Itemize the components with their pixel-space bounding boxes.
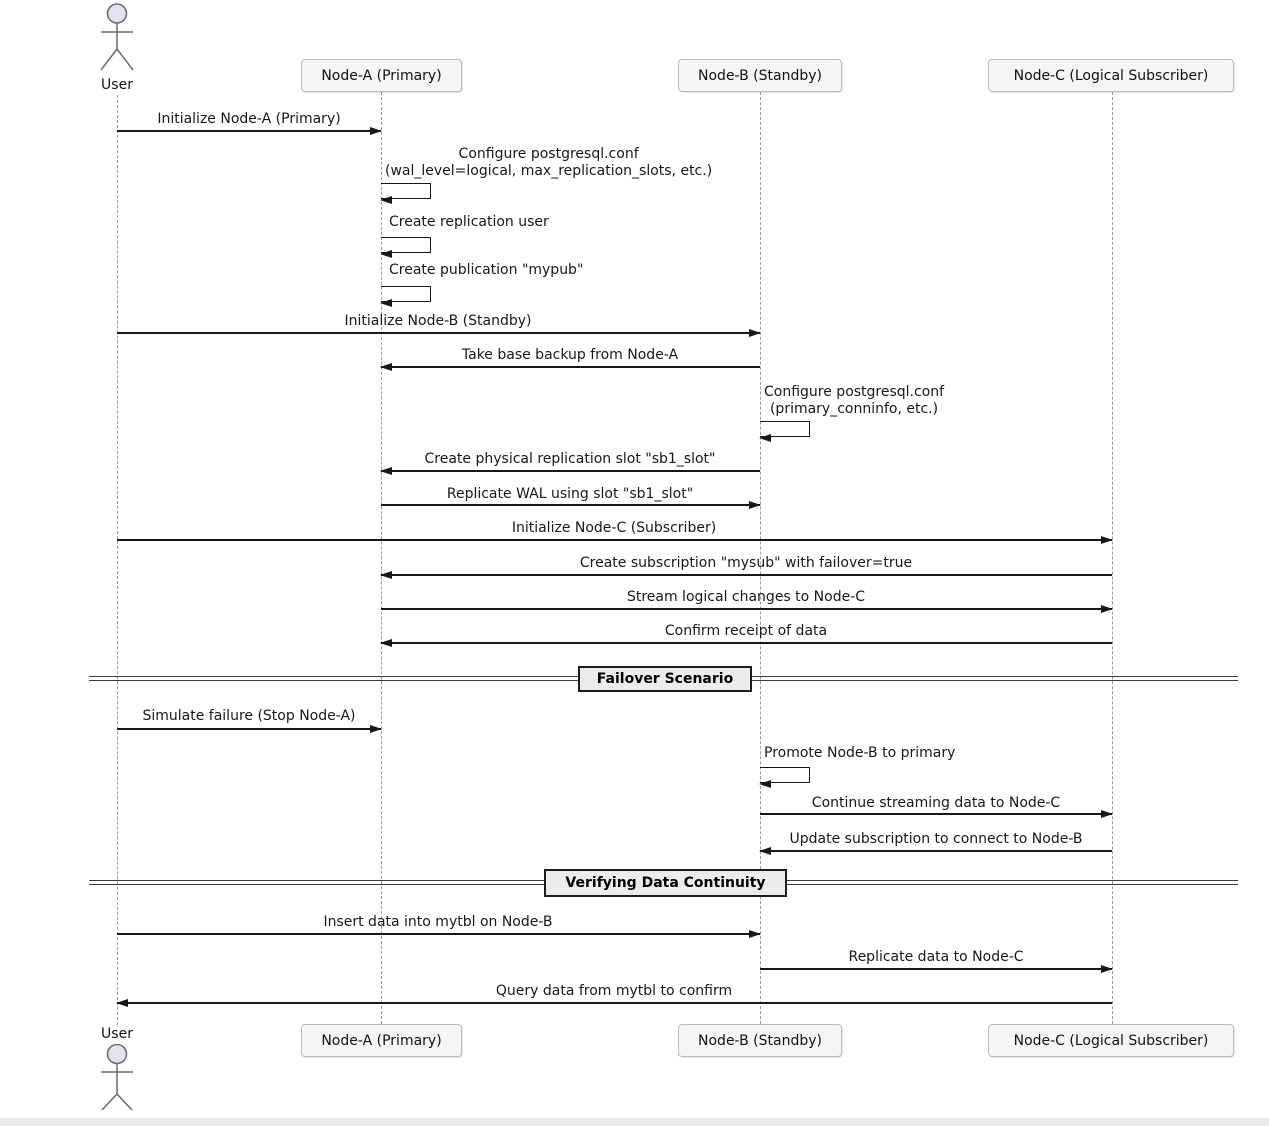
message-arrow [117, 1002, 1112, 1004]
arrowhead-left-icon [380, 363, 392, 371]
message-arrow [117, 332, 760, 334]
message-label: Update subscription to connect to Node-B [789, 831, 1083, 847]
self-message-arrow [381, 237, 431, 253]
message-label: Create physical replication slot "sb1_slot" [424, 451, 716, 467]
arrowhead-right-icon [1101, 810, 1113, 818]
self-message-label: Create replication user [389, 214, 549, 230]
arrowhead-left-icon [759, 434, 771, 442]
message-label: Confirm receipt of data [664, 623, 828, 639]
arrowhead-right-icon [370, 725, 382, 733]
message-label: Continue streaming data to Node-C [811, 795, 1061, 811]
user-actor-icon [92, 2, 142, 74]
participant-top-node-b: Node-B (Standby) [678, 59, 842, 92]
arrowhead-left-icon [380, 250, 392, 258]
participant-bottom-node-a: Node-A (Primary) [301, 1024, 462, 1057]
divider-verifying-data-continuity: Verifying Data Continuity [544, 869, 787, 897]
message-label: Stream logical changes to Node-C [626, 589, 866, 605]
message-label: Simulate failure (Stop Node-A) [142, 708, 356, 724]
participant-bottom-node-c: Node-C (Logical Subscriber) [988, 1024, 1234, 1057]
message-arrow [381, 504, 760, 506]
message-label: Initialize Node-A (Primary) [157, 111, 341, 127]
arrowhead-right-icon [1101, 536, 1113, 544]
arrowhead-right-icon [1101, 965, 1113, 973]
arrowhead-left-icon [759, 780, 771, 788]
arrowhead-right-icon [1101, 605, 1113, 613]
actor-label-user-bottom: User [101, 1026, 133, 1042]
message-label: Create subscription "mysub" with failover=true [579, 555, 913, 571]
message-label: Take base backup from Node-A [461, 347, 679, 363]
message-arrow [117, 933, 760, 935]
message-arrow [381, 608, 1112, 610]
message-label: Initialize Node-B (Standby) [344, 313, 532, 329]
arrowhead-left-icon [759, 847, 771, 855]
message-arrow [760, 968, 1112, 970]
arrowhead-left-icon [380, 571, 392, 579]
message-arrow [117, 728, 381, 730]
message-label: Query data from mytbl to confirm [495, 983, 733, 999]
participant-bottom-node-b: Node-B (Standby) [678, 1024, 842, 1057]
user-actor-icon [92, 1044, 142, 1114]
message-label: Initialize Node-C (Subscriber) [511, 520, 717, 536]
arrowhead-right-icon [749, 930, 761, 938]
self-message-label: Promote Node-B to primary [764, 745, 956, 761]
message-label: Insert data into mytbl on Node-B [323, 914, 553, 930]
actor-label-user-top: User [101, 77, 133, 93]
arrowhead-left-icon [380, 467, 392, 475]
divider-failover-scenario: Failover Scenario [578, 666, 752, 692]
self-message-label: Configure postgresql.conf (primary_conninfo, etc.) [764, 384, 945, 417]
arrowhead-left-icon [380, 196, 392, 204]
arrowhead-right-icon [370, 127, 382, 135]
message-arrow [381, 574, 1112, 576]
message-label: Replicate WAL using slot "sb1_slot" [446, 486, 694, 502]
message-label: Replicate data to Node-C [848, 949, 1024, 965]
self-message-arrow [381, 286, 431, 302]
message-arrow [117, 539, 1112, 541]
message-arrow [381, 642, 1112, 644]
self-message-arrow [381, 183, 431, 199]
message-arrow [760, 850, 1112, 852]
message-arrow [381, 470, 760, 472]
message-arrow [117, 130, 381, 132]
self-message-label: Configure postgresql.conf (wal_level=logical, max_replication_slots, etc.) [385, 146, 713, 179]
lifeline-user [117, 95, 118, 1025]
self-message-arrow [760, 767, 810, 783]
arrowhead-right-icon [749, 329, 761, 337]
arrowhead-right-icon [749, 501, 761, 509]
arrowhead-left-icon [380, 299, 392, 307]
self-message-label: Create publication "mypub" [389, 262, 584, 278]
participant-top-node-c: Node-C (Logical Subscriber) [988, 59, 1234, 92]
participant-top-node-a: Node-A (Primary) [301, 59, 462, 92]
arrowhead-left-icon [380, 639, 392, 647]
message-arrow [760, 813, 1112, 815]
self-message-arrow [760, 421, 810, 437]
message-arrow [381, 366, 760, 368]
arrowhead-left-icon [116, 999, 128, 1007]
bottom-edge [0, 1118, 1269, 1126]
